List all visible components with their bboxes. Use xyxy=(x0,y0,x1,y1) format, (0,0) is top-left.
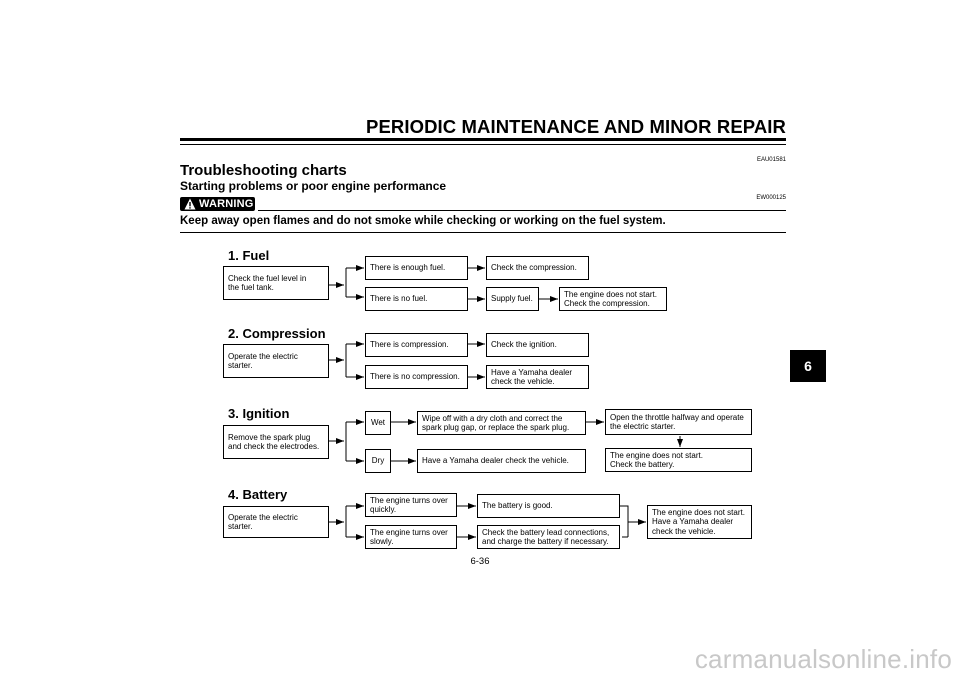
battery-good-box: The battery is good. xyxy=(477,494,620,518)
ignition-dealer-box: Have a Yamaha dealer check the vehicle. xyxy=(417,449,586,473)
section-title: Troubleshooting charts xyxy=(180,162,347,179)
compression-check-ignition-box: Check the ignition. xyxy=(486,333,589,357)
battery-charge-box: Check the battery lead connections, and charge the battery if necessary. xyxy=(477,525,620,549)
battery-final-box: The engine does not start. Have a Yamaha dealer check the vehicle. xyxy=(647,505,752,539)
ignition-wipe-box: Wipe off with a dry cloth and correct the spark plug gap, or replace the spark plug. xyxy=(417,411,586,435)
chart-title-fuel: 1. Fuel xyxy=(228,248,270,263)
compression-ok-box: There is compression. xyxy=(365,333,468,357)
fuel-check-compression-box: Check the compression. xyxy=(486,256,589,280)
ignition-wet-box: Wet xyxy=(365,411,391,435)
page-number: 6-36 xyxy=(470,556,490,567)
compression-dealer-box: Have a Yamaha dealer check the vehicle. xyxy=(486,365,589,389)
warning-label: WARNING xyxy=(199,198,254,210)
subsection-title: Starting problems or poor engine performance xyxy=(180,179,447,193)
compression-none-box: There is no compression. xyxy=(365,365,468,389)
fuel-no-start-box: The engine does not start. Check the compression. xyxy=(559,287,667,311)
fuel-none-box: There is no fuel. xyxy=(365,287,468,311)
chart-title-battery: 4. Battery xyxy=(228,487,288,502)
fuel-supply-box: Supply fuel. xyxy=(486,287,539,311)
ignition-start-box: Remove the spark plug and check the electrodes. xyxy=(223,425,329,459)
page-header-title: PERIODIC MAINTENANCE AND MINOR REPAIR xyxy=(366,116,786,137)
chart-title-ignition: 3. Ignition xyxy=(228,406,290,421)
chart-title-compression: 2. Compression xyxy=(228,326,326,341)
chapter-tab: 6 xyxy=(790,350,826,382)
compression-start-box: Operate the electric starter. xyxy=(223,344,329,378)
battery-slow-box: The engine turns over slowly. xyxy=(365,525,457,549)
ignition-dry-box: Dry xyxy=(365,449,391,473)
battery-quick-box: The engine turns over quickly. xyxy=(365,493,457,517)
section-code: EAU01581 xyxy=(756,157,786,163)
warning-code: EW000125 xyxy=(756,195,786,201)
ignition-check-battery-box: The engine does not start. Check the battery. xyxy=(605,448,752,472)
fuel-enough-box: There is enough fuel. xyxy=(365,256,468,280)
battery-start-box: Operate the electric starter. xyxy=(223,506,329,538)
fuel-start-box: Check the fuel level in the fuel tank. xyxy=(223,266,329,300)
footer-watermark: carmanualsonline.info xyxy=(694,644,952,674)
ignition-throttle-box: Open the throttle halfway and operate the electric starter. xyxy=(605,409,752,435)
warning-text: Keep away open flames and do not smoke while checking or working on the fuel system. xyxy=(180,215,666,227)
